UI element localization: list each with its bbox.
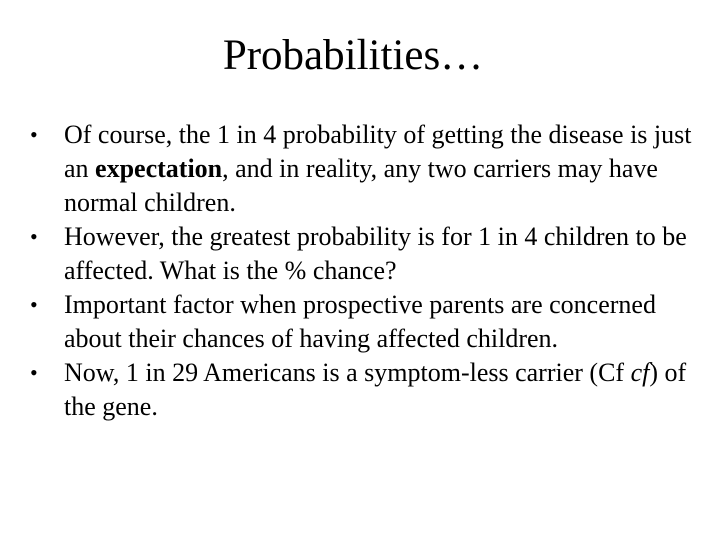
bullet-text-start: Now, 1 in 29 Americans is a symptom-less carrier (Cf <box>64 358 631 387</box>
bullet-icon: • <box>30 360 38 385</box>
bullet-icon: • <box>30 122 38 147</box>
bullet-text-end: , and in reality, any two carriers may have normal children. <box>64 154 658 217</box>
bullet-item-carrier-frequency <box>30 356 700 424</box>
bullet-text-end: ) of the gene. <box>64 358 687 421</box>
bullet-item-expectation <box>30 118 700 220</box>
bullet-italic-gene: cf <box>630 358 650 387</box>
bullet-emphasis: expectation <box>95 154 223 183</box>
bullet-list <box>30 118 700 424</box>
bullet-item-important-factor <box>30 288 700 356</box>
bullet-item-greatest-probability <box>30 220 700 288</box>
bullet-text: Important factor when prospective parents are concerned about their chances of having affected children. <box>64 290 656 353</box>
bullet-icon: • <box>30 224 38 249</box>
slide-title: Probabilities… <box>222 32 484 79</box>
bullet-text-start: Of course, the 1 in 4 probability of getting the disease is just an <box>64 120 692 183</box>
bullet-icon: • <box>30 292 38 317</box>
bullet-text: However, the greatest probability is for 1 in 4 children to be affected. What is the % chance? <box>64 222 687 285</box>
